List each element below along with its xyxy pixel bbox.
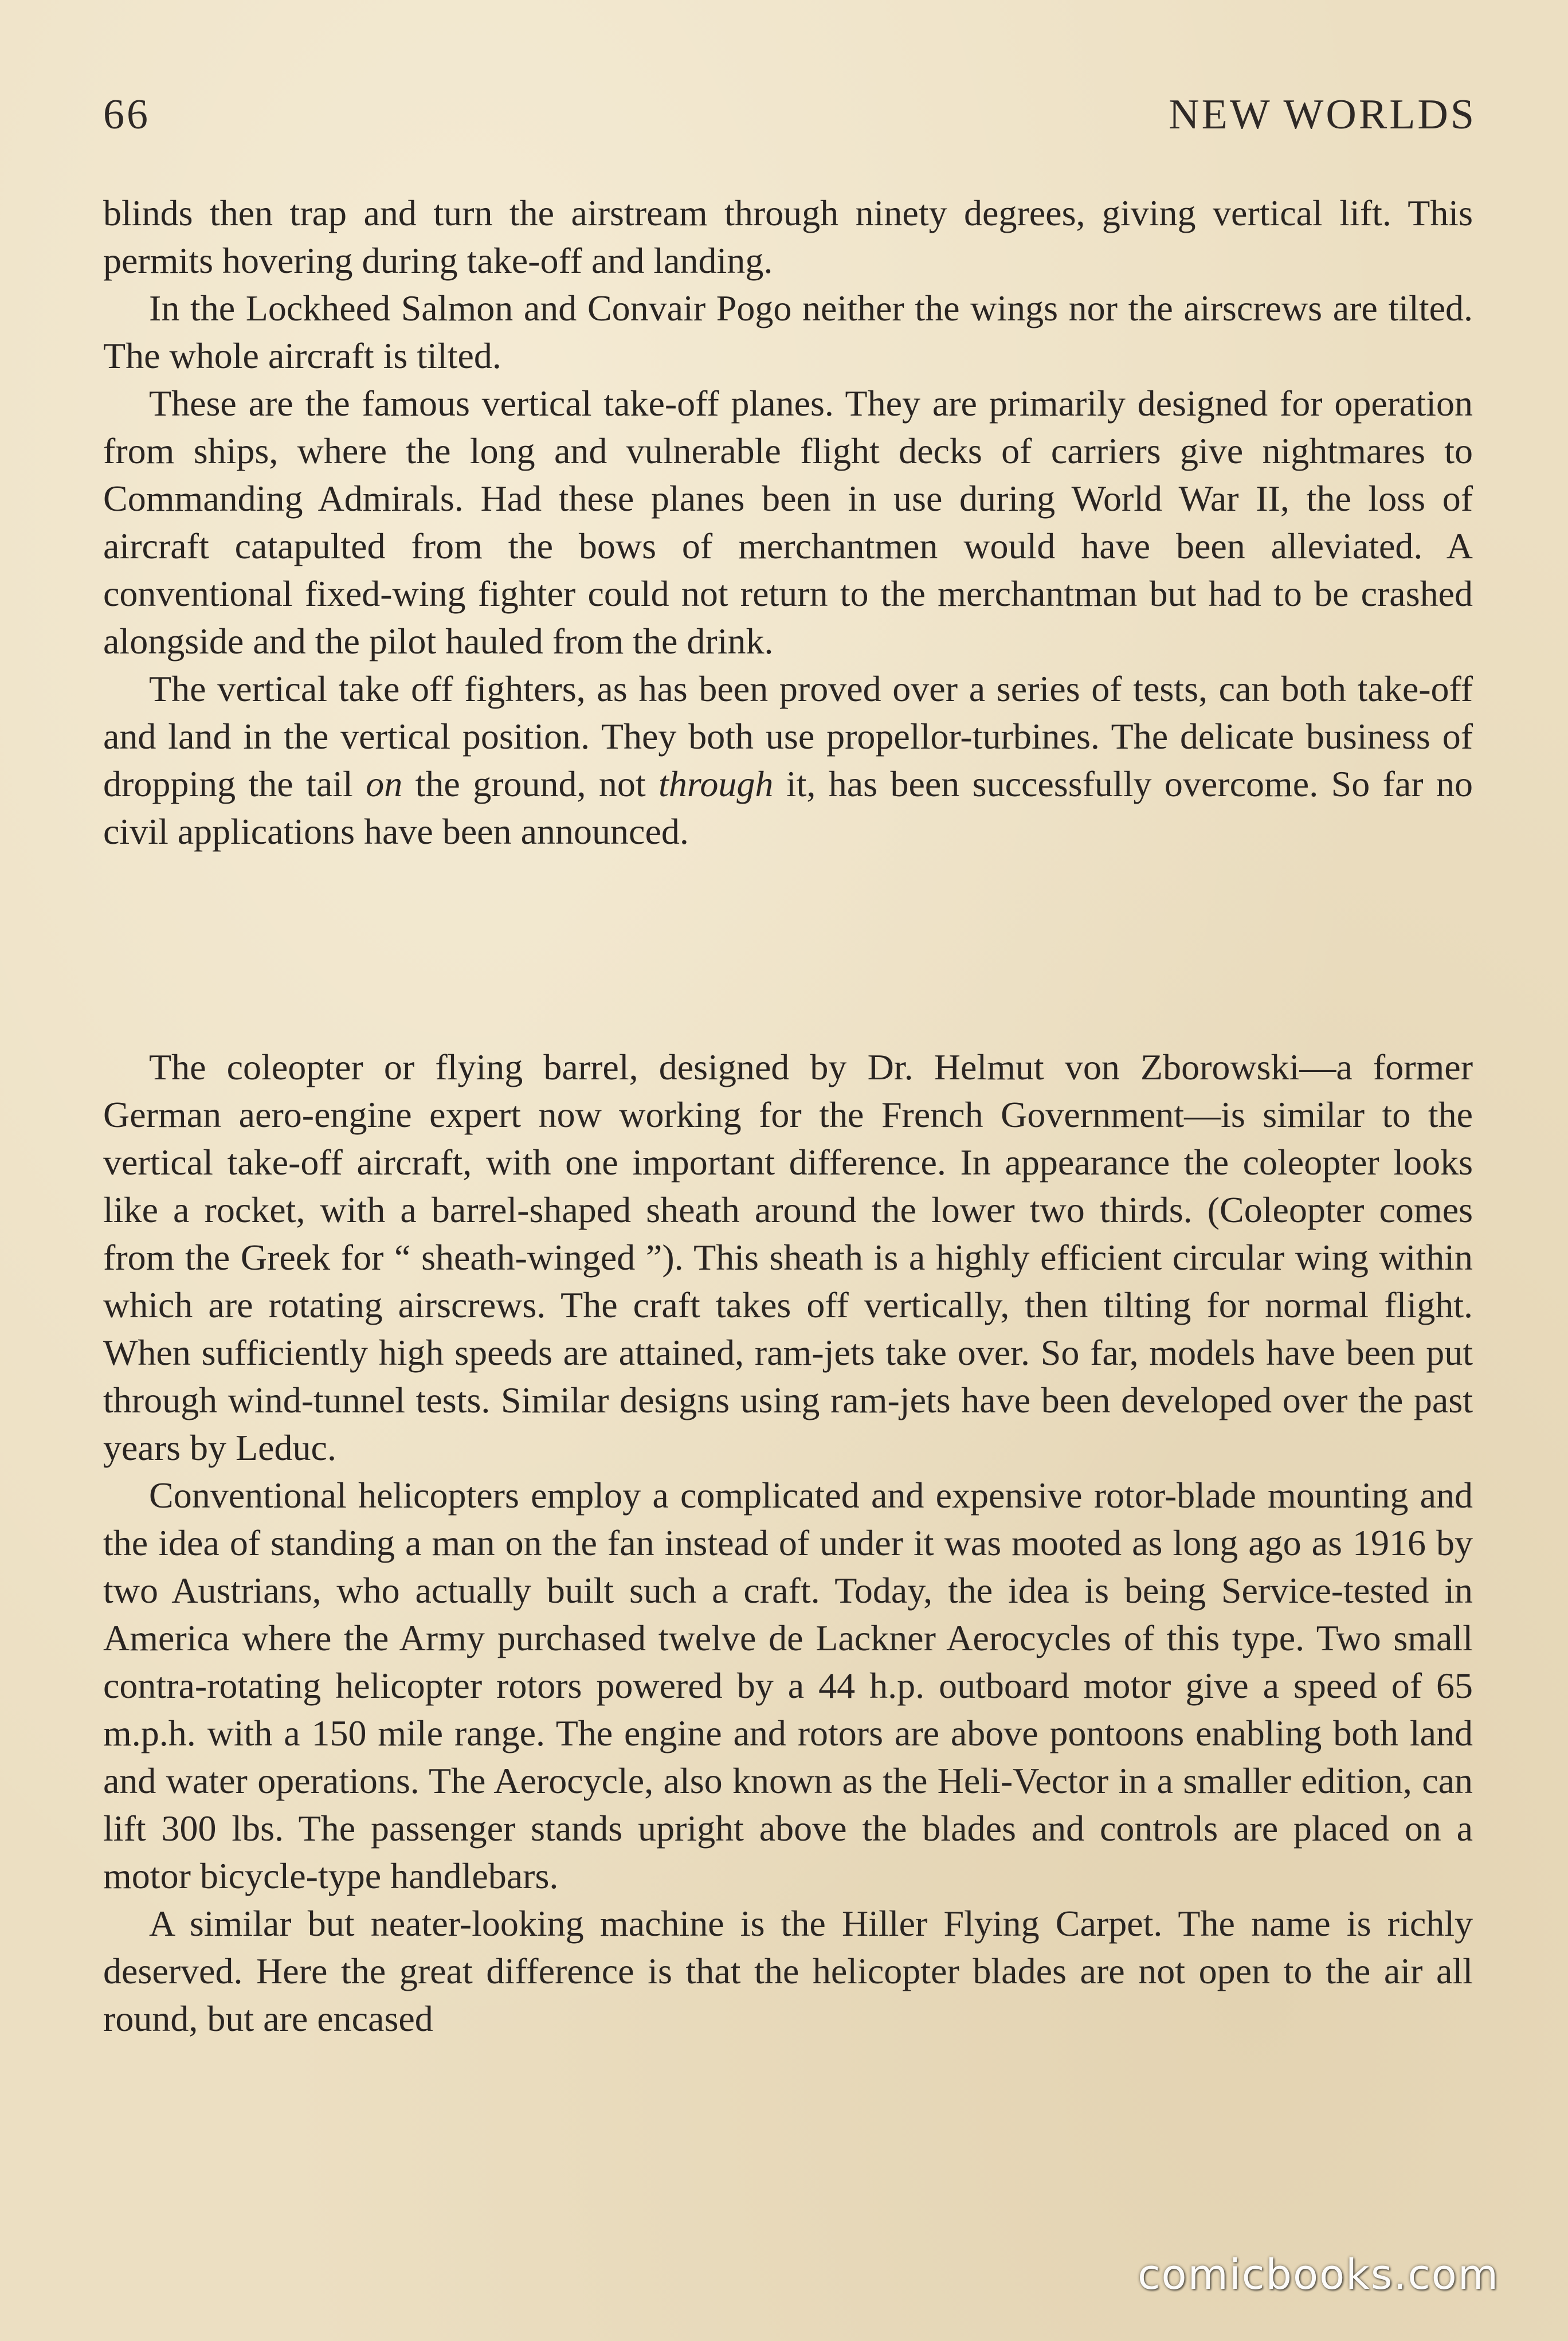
text-section-2 — [103, 1043, 1473, 2042]
paragraph: These are the famous vertical take-off planes. They are primarily designed for operation from ships, where the long and vulnerable flight decks of carriers give nightmares to Commanding Admirals. Had these planes been in use during World War II, the loss of aircraft catapulted from the bows of merchantmen would have been alleviated. A conventional fixed-wing fighter could not return to the merchantman but had to be crashed alongside and the pilot hauled from the drink. — [103, 383, 1473, 661]
running-head — [103, 91, 1476, 142]
emphasis-text: through — [658, 764, 774, 804]
page-number: 66 — [103, 91, 150, 138]
watermark: comicbooks.com — [1137, 2250, 1499, 2299]
paragraph: Conventional helicopters employ a complicated and expensive rotor-blade mounting and the idea of standing a man on the fan instead of under it was mooted as long ago as 1916 by two Austrians, who actually built such a craft. Today, the idea is being Service-tested in America where the Army purchased twelve de Lackner Aerocycles of this type. Two small contra-rotating helicopter rotors powered by a 44 h.p. outboard motor give a speed of 65 m.p.h. with a 150 mile range. The engine and rotors are above pontoons enabling both land and water operations. The Aerocycle, also known as the Heli-Vector in a smaller edition, can lift 300 lbs. The passenger stands upright above the blades and controls are placed on a motor bicycle-type handlebars. — [103, 1475, 1473, 1896]
paragraph-text: The vertical take off fighters, as has been proved over a series of tests, can both take-off and land in the vertical position. They both use propellor-turbines. The delicate business of dropping the tail — [103, 668, 1473, 804]
running-title: NEW WORLDS — [1169, 91, 1476, 138]
paragraph: In the Lockheed Salmon and Convair Pogo neither the wings nor the airscrews are tilted. The whole aircraft is tilted. — [103, 288, 1473, 376]
text-section-1 — [103, 189, 1473, 855]
paragraph-text: the ground, not — [402, 764, 659, 804]
emphasis-text: on — [366, 764, 403, 804]
paragraph: blinds then trap and turn the airstream through ninety degrees, giving vertical lift. This permits hovering during take-off and landing. — [103, 193, 1473, 281]
paragraph-text: it, has been successfully overcome. So far no civil applications have been announced. — [103, 764, 1473, 852]
paragraph: A similar but neater-looking machine is the Hiller Flying Carpet. The name is richly deserved. Here the great difference is that the helicopter blades are not open to the air all round, but are encased — [103, 1903, 1473, 2039]
paragraph — [103, 665, 1473, 855]
paragraph: The coleopter or flying barrel, designed by Dr. Helmut von Zborowski—a former German aero-engine expert now working for the French Government—is similar to the vertical take-off aircraft, with one important difference. In appearance the coleopter looks like a rocket, with a barrel-shaped sheath around the lower two thirds. (Coleopter comes from the Greek for “ sheath-winged ”). This sheath is a highly efficient circular wing within which are rotating airscrews. The craft takes off vertically, then tilting for normal flight. When sufficiently high speeds are attained, ram-jets take over. So far, models have been put through wind-tunnel tests. Similar designs using ram-jets have been developed over the past years by Leduc. — [103, 1047, 1473, 1468]
